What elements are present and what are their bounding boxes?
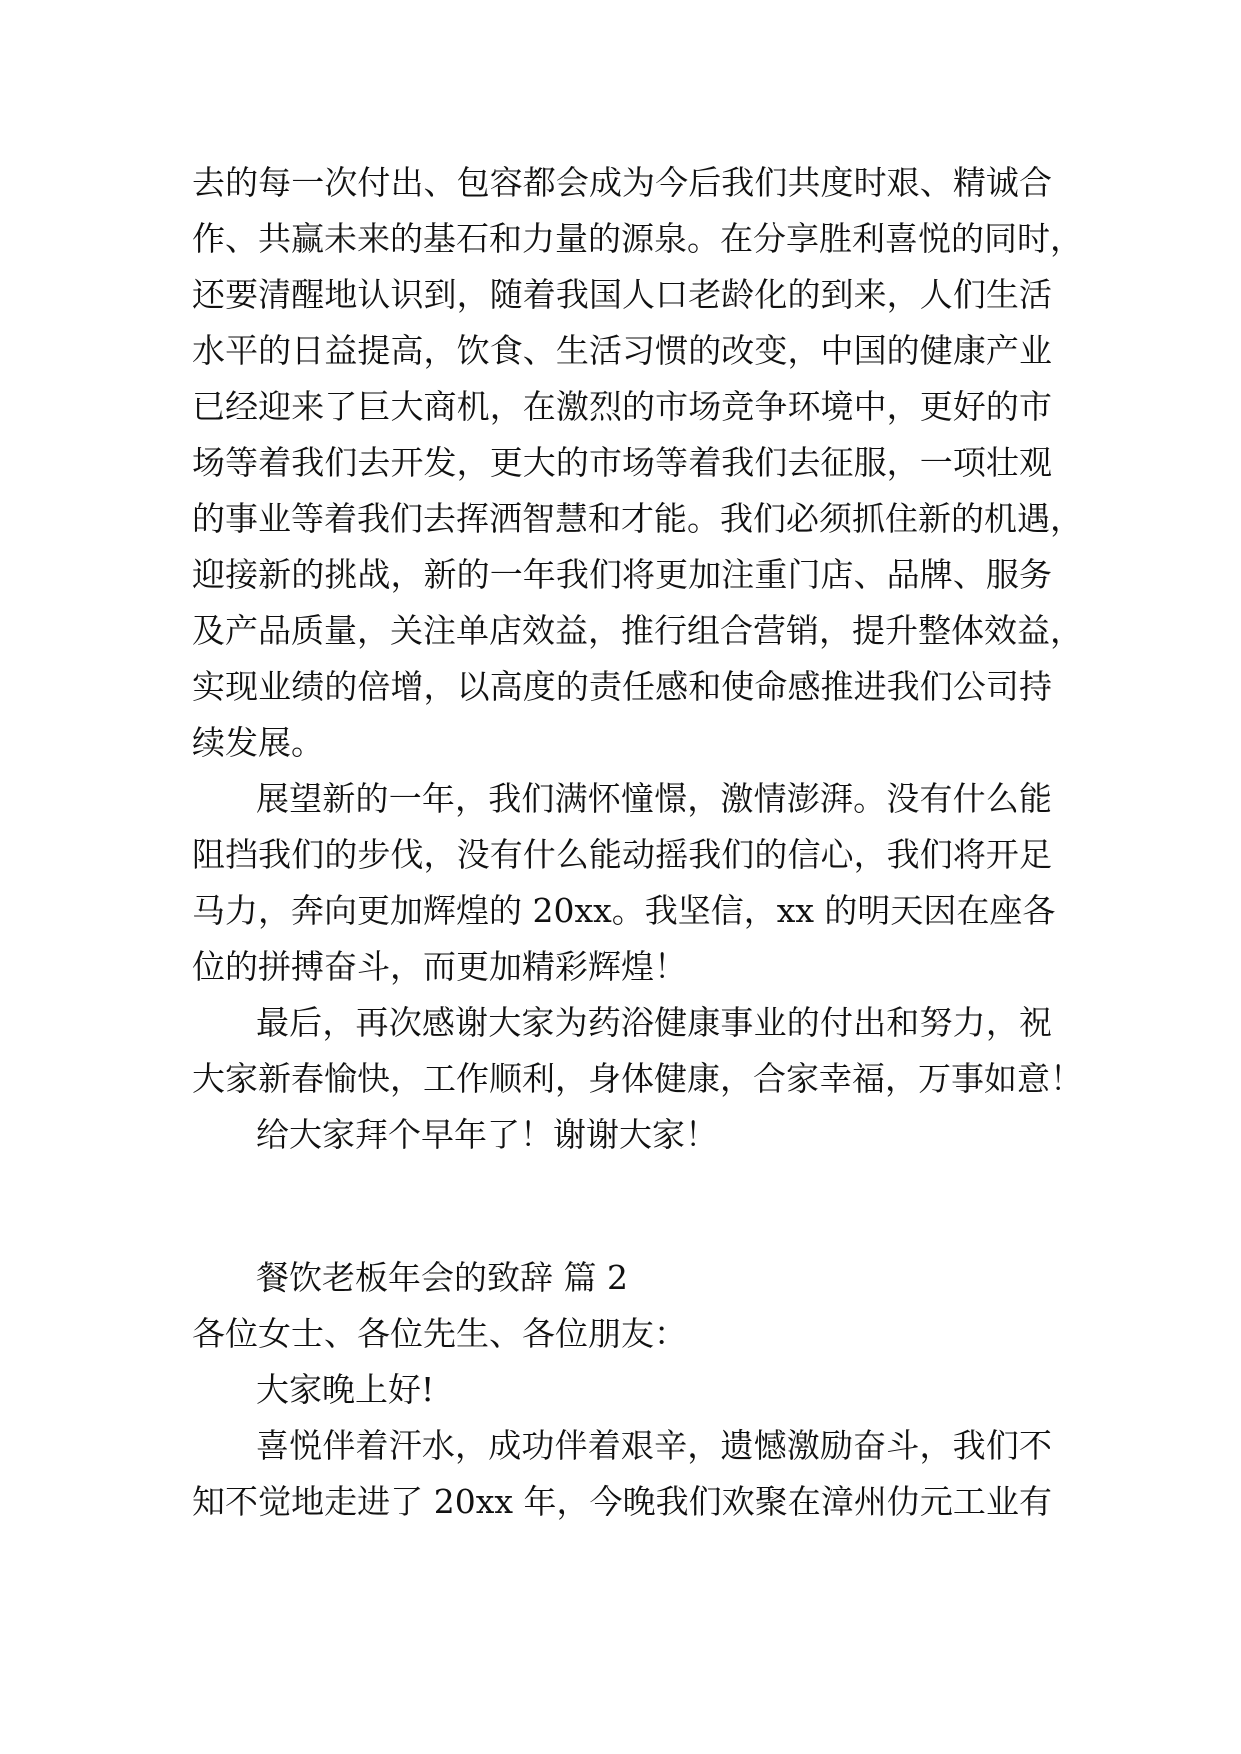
paragraph-line: 的事业等着我们去挥洒智慧和才能。我们必须抓住新的机遇， xyxy=(192,499,1083,538)
paragraph-line: 位的拼搏奋斗，而更加精彩辉煌！ xyxy=(192,947,687,986)
paragraph-line: 大家新春愉快，工作顺利，身体健康，合家幸福，万事如意！ xyxy=(192,1059,1083,1098)
paragraph-line: 喜悦伴着汗水，成功伴着艰辛，遗憾激励奋斗，我们不 xyxy=(256,1426,1052,1465)
section-heading: 餐饮老板年会的致辞 篇 2 xyxy=(256,1258,628,1297)
greeting: 大家晚上好! xyxy=(256,1370,435,1409)
paragraph-line: 展望新的一年，我们满怀憧憬，激情澎湃。没有什么能 xyxy=(256,779,1052,818)
salutation: 各位女士、各位先生、各位朋友： xyxy=(192,1314,687,1353)
paragraph-line: 续发展。 xyxy=(192,723,324,762)
paragraph-line: 已经迎来了巨大商机，在激烈的市场竞争环境中，更好的市 xyxy=(192,387,1052,426)
paragraph-line: 水平的日益提高，饮食、生活习惯的改变，中国的健康产业 xyxy=(192,331,1052,370)
paragraph-line: 迎接新的挑战，新的一年我们将更加注重门店、品牌、服务 xyxy=(192,555,1052,594)
paragraph-line: 最后，再次感谢大家为药浴健康事业的付出和努力，祝 xyxy=(256,1003,1052,1042)
paragraph-line: 作、共赢未来的基石和力量的源泉。在分享胜利喜悦的同时， xyxy=(192,219,1083,258)
paragraph-line: 实现业绩的倍增，以高度的责任感和使命感推进我们公司持 xyxy=(192,667,1052,706)
paragraph-line: 马力，奔向更加辉煌的 20xx。我坚信，xx 的明天因在座各 xyxy=(192,891,1056,930)
paragraph-line: 知不觉地走进了 20xx 年，今晚我们欢聚在漳州仂元工业有 xyxy=(192,1482,1052,1521)
paragraph-line: 还要清醒地认识到，随着我国人口老龄化的到来，人们生活 xyxy=(192,275,1052,314)
paragraph-line: 阻挡我们的步伐，没有什么能动摇我们的信心，我们将开足 xyxy=(192,835,1052,874)
paragraph-line: 给大家拜个早年了！谢谢大家！ xyxy=(256,1115,718,1154)
paragraph-line: 场等着我们去开发，更大的市场等着我们去征服，一项壮观 xyxy=(192,443,1052,482)
paragraph-line: 及产品质量，关注单店效益，推行组合营销，提升整体效益， xyxy=(192,611,1083,650)
paragraph-line: 去的每一次付出、包容都会成为今后我们共度时艰、精诚合 xyxy=(192,163,1052,202)
